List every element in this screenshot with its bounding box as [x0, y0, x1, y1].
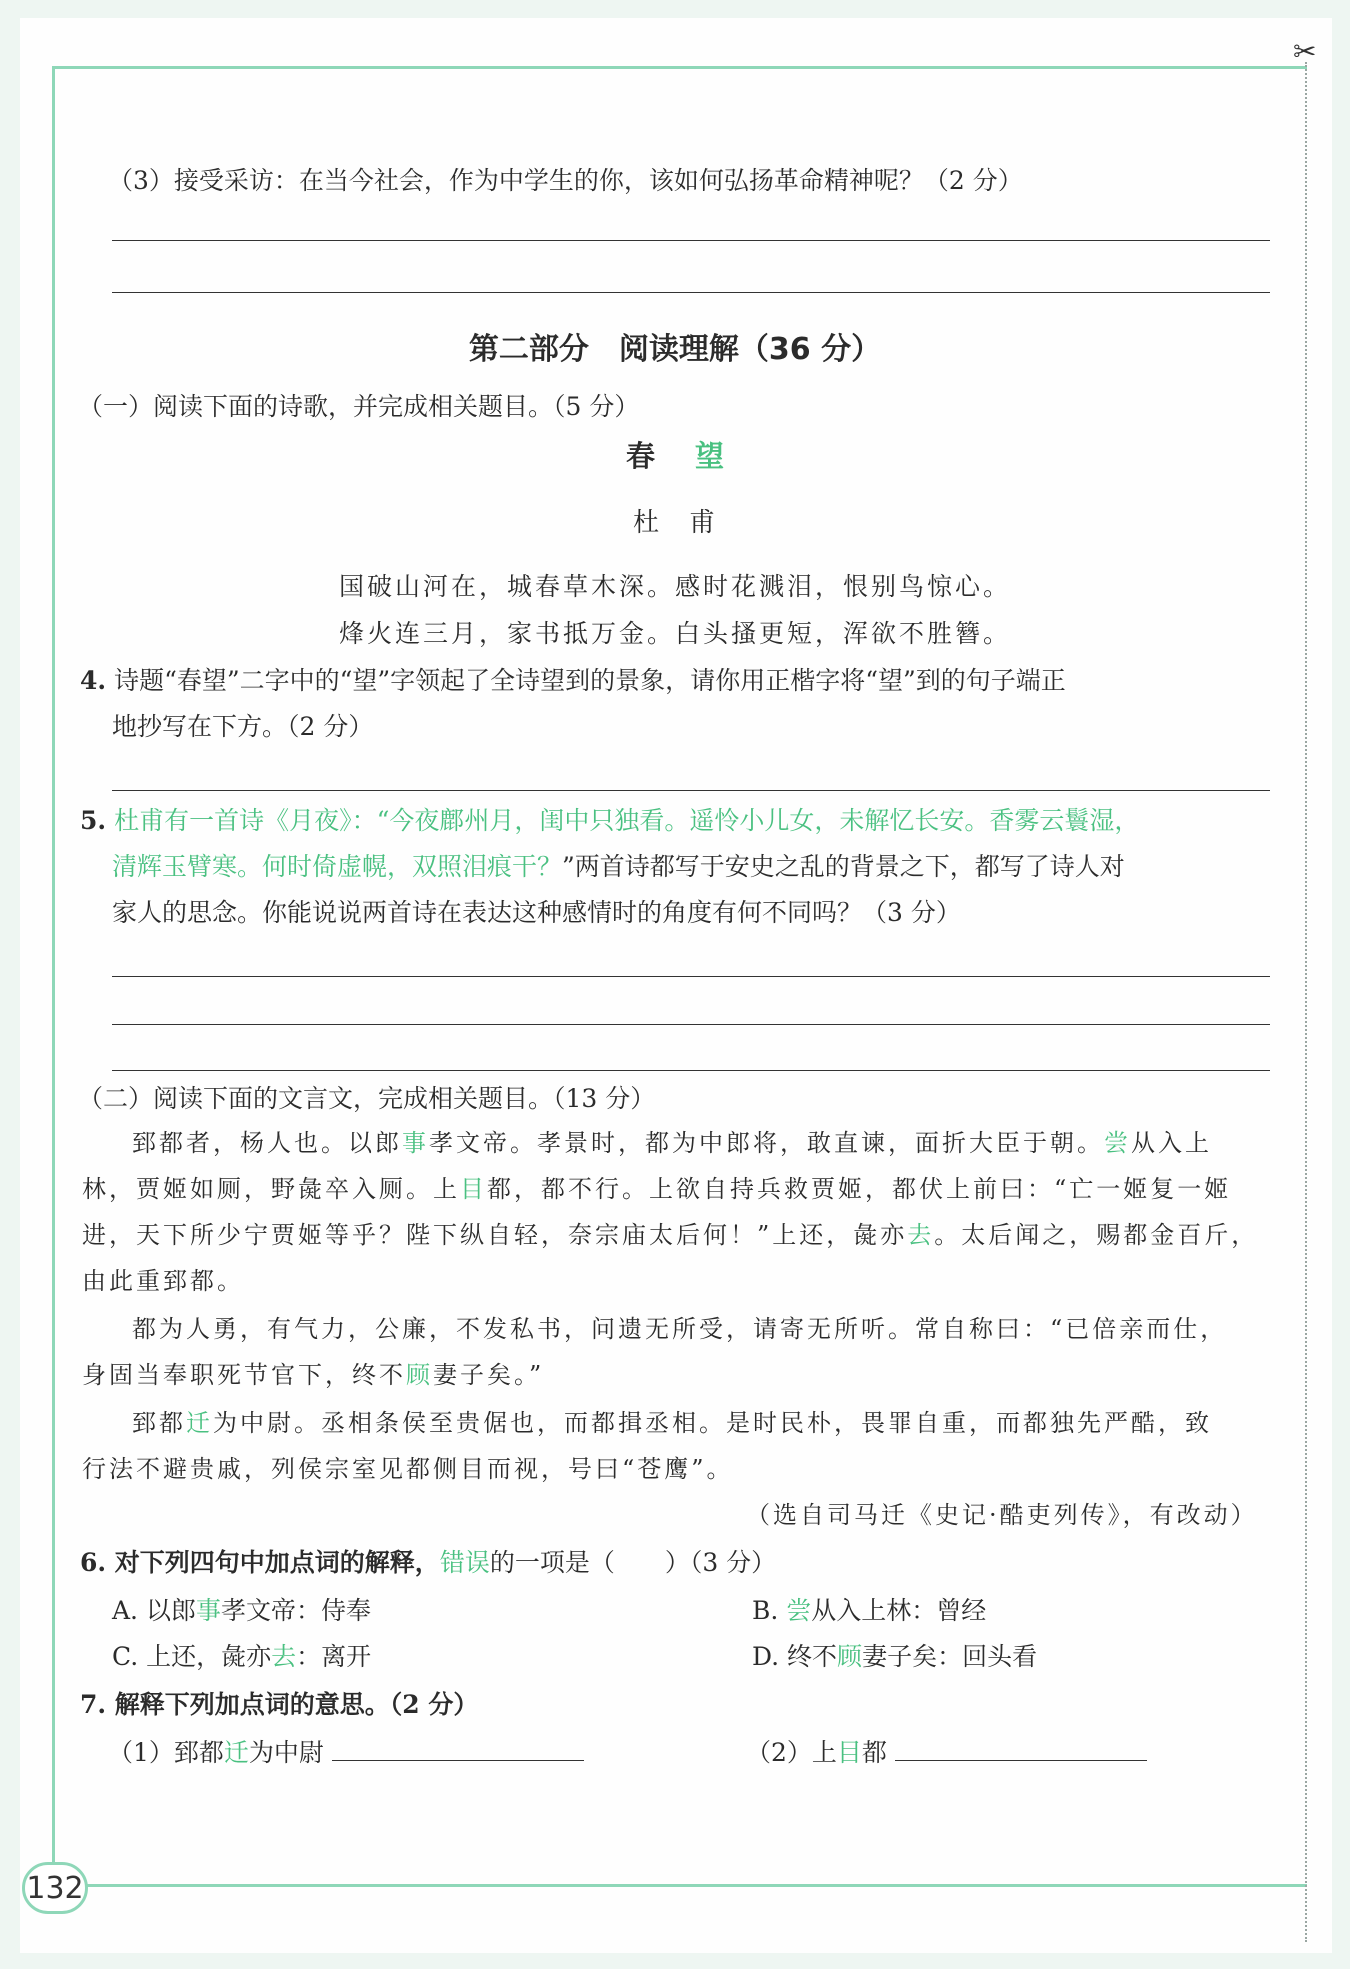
- poem-title: [0, 436, 1350, 476]
- question-6-text-b: 的一项是（ ）（3 分）: [489, 1548, 777, 1577]
- q7-item-1-prefix: （1）郅都: [108, 1738, 224, 1767]
- dotted-word-chang: 尝: [1104, 1129, 1131, 1157]
- classical-p1-line-2: [82, 1166, 1231, 1212]
- frame-top-border: [52, 66, 1307, 69]
- page-number-badge: 132: [22, 1862, 88, 1914]
- part1-heading: （一）阅读下面的诗歌，并完成相关题目。（5 分）: [78, 392, 640, 421]
- section-title: 第二部分 阅读理解（36 分）: [468, 332, 882, 367]
- text-run: 为中尉。丞相条侯至贵倨也，而都揖丞相。是时民朴，畏罪自重，而都独先严酷，致: [213, 1409, 1212, 1437]
- option-a[interactable]: [112, 1594, 371, 1628]
- answer-blank-q7-1[interactable]: [332, 1738, 584, 1761]
- classical-p3-line-2: 行法不避贵戚，列侯宗室见都侧目而视，号曰“苍鹰”。: [82, 1455, 734, 1483]
- answer-line-q5-2[interactable]: [112, 1024, 1270, 1025]
- q7-item-1-suffix: 为中尉: [248, 1738, 324, 1767]
- answer-blank-q7-2[interactable]: [895, 1738, 1147, 1761]
- question-7-stem: 7. 解释下列加点词的意思。（2 分）: [80, 1690, 479, 1719]
- question-6-error-word: 错误: [439, 1548, 490, 1577]
- option-b-suffix: 从入上林：曾经: [811, 1596, 987, 1625]
- answer-line-q4[interactable]: [112, 790, 1270, 791]
- question-4-number: 4.: [80, 666, 107, 695]
- poem-title-wang: 望: [695, 439, 725, 473]
- frame-bottom-border: [52, 1884, 1307, 1887]
- poem-line-1: 国破山河在，城春草木深。感时花溅泪，恨别鸟惊心。: [338, 572, 1011, 601]
- scissors-icon: ✂: [1293, 35, 1317, 68]
- question-5-line-2: [112, 850, 1125, 884]
- text-run: 进，天下所少宁贾姬等乎？陛下纵自轻，奈宗庙太后何！”上还，彘亦: [82, 1221, 908, 1249]
- answer-line-q3-2[interactable]: [112, 292, 1270, 293]
- question-4-text-1: 诗题“春望”二字中的“望”字领起了全诗望到的景象，请你用正楷字将“望”到的句子端正: [114, 666, 1066, 695]
- answer-line-q5-1[interactable]: [112, 976, 1270, 977]
- q7-item-2-suffix: 都: [861, 1738, 887, 1767]
- option-b-word: 尝: [786, 1596, 812, 1625]
- option-d[interactable]: [752, 1640, 1037, 1674]
- option-b-prefix: B.: [752, 1596, 779, 1625]
- option-c-word: 去: [271, 1642, 297, 1671]
- question-5-text-2: ”两首诗都写于安史之乱的背景之下，都写了诗人对: [562, 852, 1125, 881]
- question-6-stem: [80, 1546, 776, 1580]
- option-a-prefix: A. 以郎: [112, 1596, 196, 1625]
- text-run: 妻子矣。”: [433, 1361, 545, 1389]
- q7-item-2-prefix: （2）上: [746, 1738, 837, 1767]
- classical-p2-line-1: 都为人勇，有气力，公廉，不发私书，问遗无所受，请寄无所听。常自称曰：“已倍亲而仕，: [132, 1315, 1228, 1343]
- dotted-word-qian: 迁: [186, 1409, 213, 1437]
- option-d-word: 顾: [837, 1642, 863, 1671]
- option-c-suffix: ：离开: [296, 1642, 372, 1671]
- option-b[interactable]: [752, 1594, 986, 1628]
- classical-p1-line-3: [82, 1212, 1258, 1258]
- dotted-word-qu: 去: [907, 1221, 935, 1249]
- question-5-number: 5.: [80, 806, 107, 835]
- text-run: 都，都不行。上欲自持兵救贾姬，都伏上前曰：“亡一姬复一姬: [487, 1175, 1232, 1203]
- part2-heading: （二）阅读下面的文言文，完成相关题目。（13 分）: [78, 1084, 656, 1113]
- option-a-word: 事: [195, 1596, 221, 1625]
- poem-title-chun: 春: [625, 439, 655, 473]
- option-c[interactable]: [112, 1640, 371, 1674]
- question-3-text: （3）接受采访：在当今社会，作为中学生的你，该如何弘扬革命精神呢？（2 分）: [108, 166, 1023, 195]
- classical-p1-line-4: 由此重郅都。: [82, 1267, 244, 1295]
- text-run: 。太后闻之，赐都金百斤，: [934, 1221, 1259, 1249]
- text-run: 从入上: [1131, 1129, 1212, 1157]
- q7-item-1-word: 迁: [223, 1738, 249, 1767]
- question-6-text-a: 6. 对下列四句中加点词的解释，: [80, 1548, 440, 1577]
- question-4-line-2: 地抄写在下方。（2 分）: [112, 712, 374, 741]
- question-7-item-1: [108, 1736, 584, 1770]
- dotted-word-mu: 目: [460, 1175, 487, 1203]
- dotted-word-shi: 事: [402, 1129, 429, 1157]
- question-4-line-1: [80, 664, 1066, 698]
- dotted-word-gu: 顾: [406, 1361, 433, 1389]
- option-d-prefix: D. 终不: [752, 1642, 838, 1671]
- question-5-poem-quote-1: 杜甫有一首诗《月夜》：“今夜鄜州月，闺中只独看。遥怜小儿女，未解忆长安。香雾云鬟湿，: [114, 806, 1140, 835]
- poem-author: 杜 甫: [632, 508, 717, 538]
- answer-line-q5-3[interactable]: [112, 1070, 1270, 1071]
- classical-p3-line-1: [132, 1400, 1212, 1446]
- option-a-suffix: 孝文帝：侍奉: [220, 1596, 371, 1625]
- classical-source: （选自司马迁《史记·酷吏列传》，有改动）: [746, 1501, 1258, 1529]
- option-c-prefix: C. 上还，彘亦: [112, 1642, 272, 1671]
- poem-line-2: 烽火连三月，家书抵万金。白头搔更短，浑欲不胜簪。: [338, 619, 1011, 648]
- answer-line-q3-1[interactable]: [112, 240, 1270, 241]
- question-7-item-2: [746, 1736, 1147, 1770]
- text-run: 郅都者，杨人也。以郎: [132, 1129, 402, 1157]
- text-run: 身固当奉职死节官下，终不: [82, 1361, 406, 1389]
- option-d-suffix: 妻子矣：回头看: [862, 1642, 1038, 1671]
- q7-item-2-word: 目: [836, 1738, 862, 1767]
- question-5-line-1: [80, 804, 1139, 838]
- text-run: 林，贾姬如厕，野彘卒入厕。上: [82, 1175, 460, 1203]
- classical-p2-line-2: [82, 1352, 544, 1398]
- text-run: 郅都: [132, 1409, 186, 1437]
- text-run: 孝文帝。孝景时，都为中郎将，敢直谏，面折大臣于朝。: [429, 1129, 1104, 1157]
- question-5-line-3: 家人的思念。你能说说两首诗在表达这种感情时的角度有何不同吗？（3 分）: [112, 898, 961, 927]
- question-5-poem-quote-2: 清辉玉臂寒。何时倚虚幌，双照泪痕干？: [112, 852, 563, 881]
- classical-p1-line-1: [132, 1120, 1212, 1166]
